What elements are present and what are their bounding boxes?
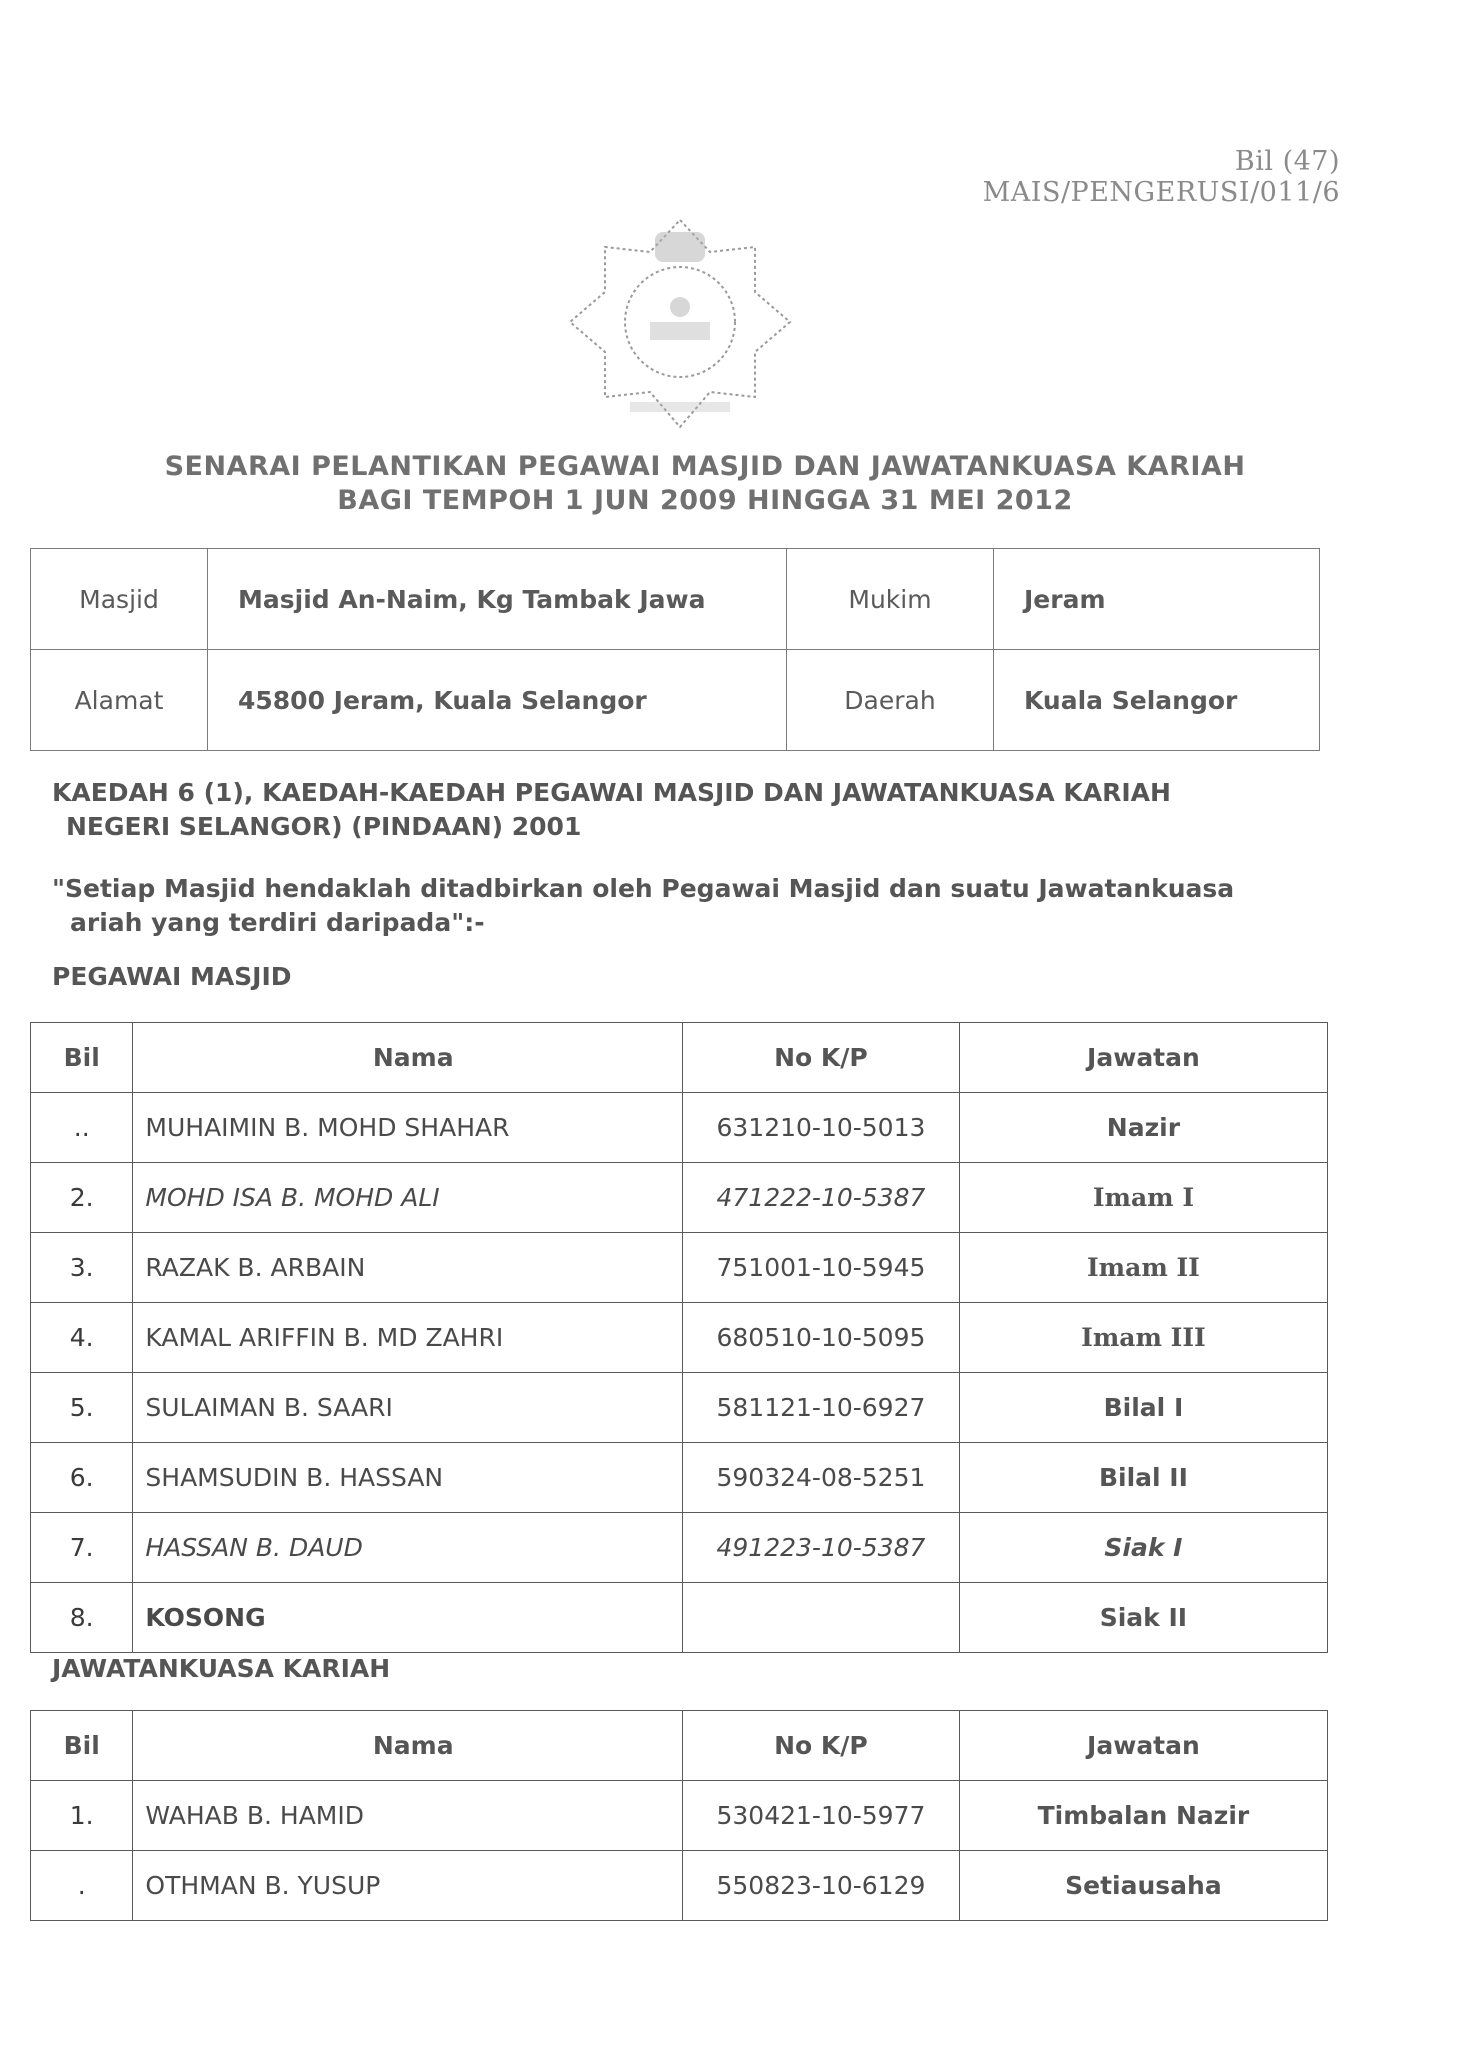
row-kp: 550823-10-6129 <box>683 1851 960 1921</box>
row-nama: RAZAK B. ARBAIN <box>133 1233 683 1303</box>
row-jawatan: Timbalan Nazir <box>959 1781 1327 1851</box>
row-nama: WAHAB B. HAMID <box>133 1781 683 1851</box>
title-line-1: SENARAI PELANTIKAN PEGAWAI MASJID DAN JAWATANKUASA KARIAH <box>164 451 1246 482</box>
table-row <box>31 1583 1328 1653</box>
row-nama: HASSAN B. DAUD <box>133 1513 683 1583</box>
col-kp: No K/P <box>683 1711 960 1781</box>
row-jawatan: Imam III <box>959 1303 1327 1373</box>
col-bil: Bil <box>31 1023 133 1093</box>
row-bil: .. <box>31 1093 133 1163</box>
row-nama: OTHMAN B. YUSUP <box>133 1851 683 1921</box>
table-row <box>31 1373 1328 1443</box>
kaedah-quote <box>52 872 1322 940</box>
table-row <box>31 1851 1328 1921</box>
col-nama: Nama <box>133 1711 683 1781</box>
table-header-row <box>31 1023 1328 1093</box>
row-jawatan: Nazir <box>959 1093 1327 1163</box>
col-kp: No K/P <box>683 1023 960 1093</box>
col-bil: Bil <box>31 1711 133 1781</box>
row-bil: 5. <box>31 1373 133 1443</box>
row-kp: 491223-10-5387 <box>683 1513 960 1583</box>
table-row <box>31 1781 1328 1851</box>
kaedah-line-1: KAEDAH 6 (1), KAEDAH-KAEDAH PEGAWAI MASJID DAN JAWATANKUASA KARIAH <box>52 778 1171 807</box>
table-row <box>31 1163 1328 1233</box>
row-jawatan: Siak II <box>959 1583 1327 1653</box>
jawatankuasa-table <box>30 1710 1328 1921</box>
row-nama: KAMAL ARIFFIN B. MD ZAHRI <box>133 1303 683 1373</box>
kaedah-line-2: NEGERI SELANGOR) (PINDAAN) 2001 <box>66 812 582 841</box>
row-bil: 1. <box>31 1781 133 1851</box>
masjid-value: Masjid An-Naim, Kg Tambak Jawa <box>208 549 787 650</box>
mukim-label: Mukim <box>787 549 994 650</box>
row-nama: MOHD ISA B. MOHD ALI <box>133 1163 683 1233</box>
mukim-value: Jeram <box>994 549 1320 650</box>
row-kp: 631210-10-5013 <box>683 1093 960 1163</box>
row-nama: SULAIMAN B. SAARI <box>133 1373 683 1443</box>
row-jawatan: Imam II <box>959 1233 1327 1303</box>
table-row <box>31 1303 1328 1373</box>
row-kp <box>683 1583 960 1653</box>
reference-number: Bil (47) MAIS/PENGERUSI/011/6 <box>982 146 1340 208</box>
info-row-alamat <box>31 650 1320 751</box>
masjid-label: Masjid <box>31 549 208 650</box>
document-title <box>60 450 1350 518</box>
table-row <box>31 1443 1328 1513</box>
row-jawatan: Bilal I <box>959 1373 1327 1443</box>
title-line-2: BAGI TEMPOH 1 JUN 2009 HINGGA 31 MEI 2012 <box>337 485 1073 516</box>
pegawai-table <box>30 1022 1328 1653</box>
mais-seal-logo <box>560 212 800 442</box>
col-jawatan: Jawatan <box>959 1711 1327 1781</box>
row-jawatan: Siak I <box>959 1513 1327 1583</box>
row-nama: KOSONG <box>133 1583 683 1653</box>
row-kp: 530421-10-5977 <box>683 1781 960 1851</box>
mosque-info-table <box>30 548 1320 751</box>
row-nama: SHAMSUDIN B. HASSAN <box>133 1443 683 1513</box>
row-bil: 2. <box>31 1163 133 1233</box>
daerah-value: Kuala Selangor <box>994 650 1320 751</box>
quote-line-1: "Setiap Masjid hendaklah ditadbirkan oleh Pegawai Masjid dan suatu Jawatankuasa <box>52 874 1235 903</box>
row-kp: 680510-10-5095 <box>683 1303 960 1373</box>
row-bil: 4. <box>31 1303 133 1373</box>
row-jawatan: Bilal II <box>959 1443 1327 1513</box>
row-bil: 7. <box>31 1513 133 1583</box>
table-row <box>31 1513 1328 1583</box>
table-row <box>31 1093 1328 1163</box>
col-jawatan: Jawatan <box>959 1023 1327 1093</box>
info-row-masjid <box>31 549 1320 650</box>
col-nama: Nama <box>133 1023 683 1093</box>
table-row <box>31 1233 1328 1303</box>
quote-line-2: ariah yang terdiri daripada":- <box>70 908 485 937</box>
row-kp: 581121-10-6927 <box>683 1373 960 1443</box>
row-bil: 6. <box>31 1443 133 1513</box>
table-header-row <box>31 1711 1328 1781</box>
row-jawatan: Imam I <box>959 1163 1327 1233</box>
row-bil: . <box>31 1851 133 1921</box>
kaedah-heading <box>52 776 1322 844</box>
row-kp: 471222-10-5387 <box>683 1163 960 1233</box>
daerah-label: Daerah <box>787 650 994 751</box>
jawatankuasa-heading: JAWATANKUASA KARIAH <box>52 1654 391 1683</box>
row-jawatan: Setiausaha <box>959 1851 1327 1921</box>
row-bil: 3. <box>31 1233 133 1303</box>
alamat-value: 45800 Jeram, Kuala Selangor <box>208 650 787 751</box>
row-bil: 8. <box>31 1583 133 1653</box>
alamat-label: Alamat <box>31 650 208 751</box>
row-kp: 590324-08-5251 <box>683 1443 960 1513</box>
pegawai-heading: PEGAWAI MASJID <box>52 962 292 991</box>
row-nama: MUHAIMIN B. MOHD SHAHAR <box>133 1093 683 1163</box>
row-kp: 751001-10-5945 <box>683 1233 960 1303</box>
